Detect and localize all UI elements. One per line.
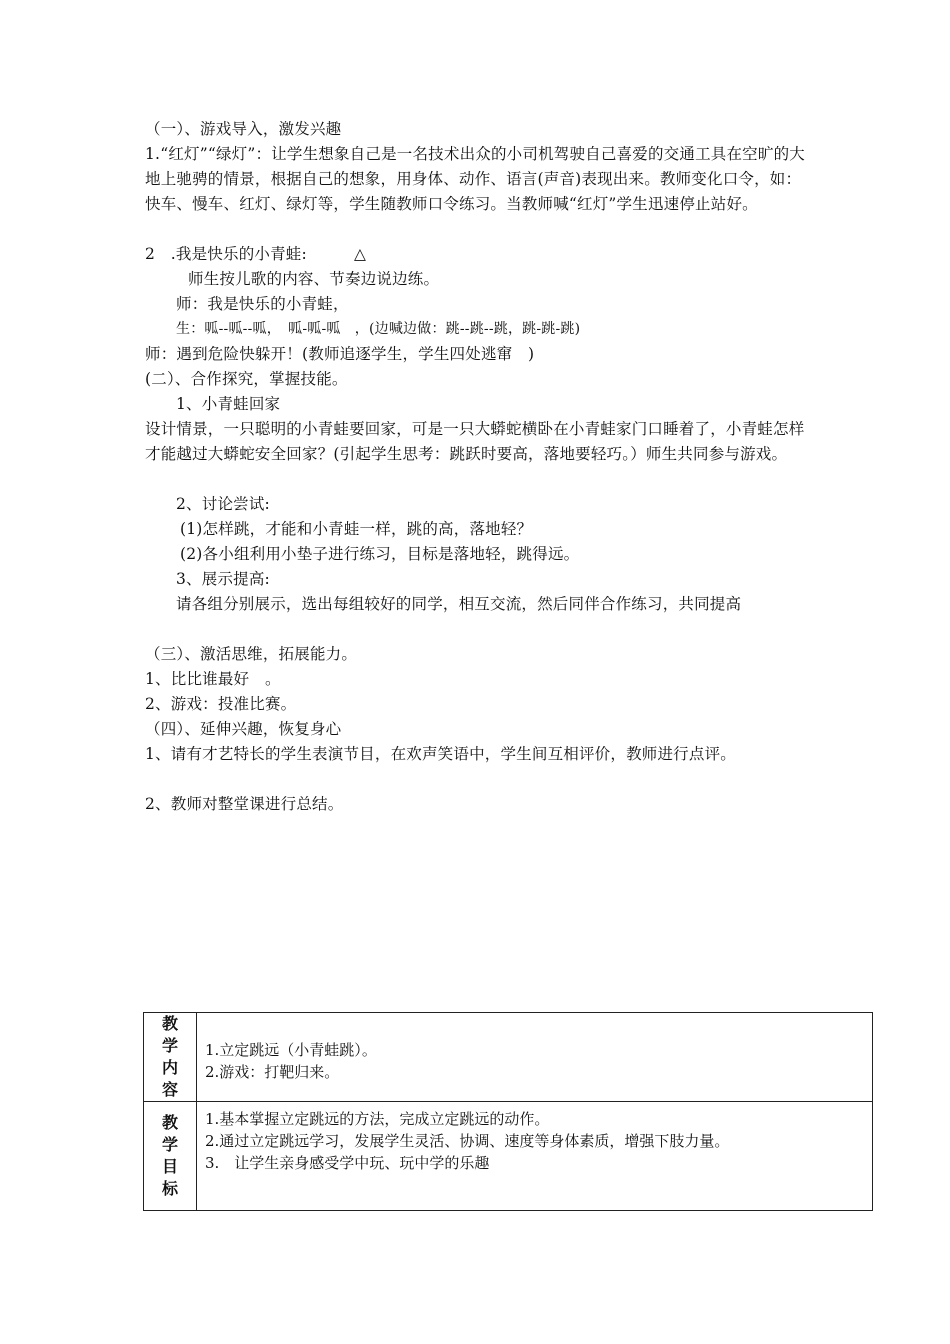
goal-item: 2.通过立定跳远学习，发展学生灵活、协调、速度等身体素质，增强下肢力量。 xyxy=(205,1132,730,1150)
line-student-chant: 生：呱--呱--呱， 呱-呱-呱 ，(边喊边做：跳--跳--跳，跳-跳-跳) xyxy=(176,321,581,337)
row-header-label: 教学内容 xyxy=(161,1014,178,1099)
section-heading-1: （一）、游戏导入，激发兴趣 xyxy=(145,120,342,138)
row-header-label: 教学目标 xyxy=(161,1113,178,1198)
table-row xyxy=(144,1013,873,1102)
goal-item: 1.基本掌握立定跳远的方法，完成立定跳远的动作。 xyxy=(205,1110,550,1128)
row-header-content xyxy=(144,1013,197,1102)
line-teacher-student-practice: 师生按儿歌的内容、节奏边说边练。 xyxy=(188,270,440,288)
item-frog-go-home: 1、小青蛙回家 xyxy=(176,395,281,413)
line-teacher-chant: 师：我是快乐的小青蛙， xyxy=(176,295,349,313)
item-compare: 1、比比谁最好 。 xyxy=(145,670,281,688)
content-item: 2.游戏：打靶归来。 xyxy=(205,1063,340,1081)
section-heading-4: （四）、延伸兴趣，恢复身心 xyxy=(145,720,342,738)
lesson-plan-table xyxy=(143,1012,873,1211)
goal-item: 3. 让学生亲身感受学中玩、玩中学的乐趣 xyxy=(205,1154,490,1172)
paragraph-show: 请各组分别展示，选出每组较好的同学，相互交流，然后同伴合作练习，共同提高 xyxy=(176,595,742,613)
section-heading-3: （三）、激活思维，拓展能力。 xyxy=(145,645,358,663)
content-item: 1.立定跳远（小青蛙跳）。 xyxy=(205,1041,377,1059)
table-row xyxy=(144,1102,873,1211)
item-game-throw: 2、游戏：投准比赛。 xyxy=(145,695,297,713)
item-discussion: 2、讨论尝试: xyxy=(176,495,270,513)
item-summary: 2、教师对整堂课进行总结。 xyxy=(145,795,344,813)
row-body-content xyxy=(197,1013,873,1102)
section-heading-2: (二）、合作探究，掌握技能。 xyxy=(145,370,348,388)
paragraph-red-green-light: 1.“红灯”“绿灯”：让学生想象自己是一名技术出众的小司机驾驶自己喜爱的交通工具在空旷的大地上驰骋的情景，根据自己的想象，用身体、动作、语言(声音)表现出来。教师变化口令，如：快车、慢车、红灯、绿灯等，学生随教师口令练习。当教师喊“红灯”学生迅速停止站好。 xyxy=(145,145,805,213)
line-teacher-danger: 师：遇到危险快躲开！(教师追逐学生，学生四处逃窜 ) xyxy=(145,345,535,363)
paragraph-performance: 1、请有才艺特长的学生表演节目，在欢声笑语中，学生间互相评价，教师进行点评。 xyxy=(145,745,736,763)
paragraph-scenario: 设计情景，一只聪明的小青蛙要回家，可是一只大蟒蛇横卧在小青蛙家门口睡着了，小青蛙怎样才能越过大蟒蛇安全回家？(引起学生思考：跳跃时要高，落地要轻巧。）师生共同参与游戏。 xyxy=(145,420,805,463)
row-body-goals xyxy=(197,1102,873,1211)
item-show-improve: 3、展示提高: xyxy=(176,570,270,588)
item-discussion-q1: (1)怎样跳，才能和小青蛙一样，跳的高，落地轻？ xyxy=(180,520,533,538)
item-discussion-q2: (2)各小组利用小垫子进行练习，目标是落地轻，跳得远。 xyxy=(180,545,580,563)
row-header-goals xyxy=(144,1102,197,1211)
item-happy-frog: 2 .我是快乐的小青蛙: △ xyxy=(145,245,367,263)
